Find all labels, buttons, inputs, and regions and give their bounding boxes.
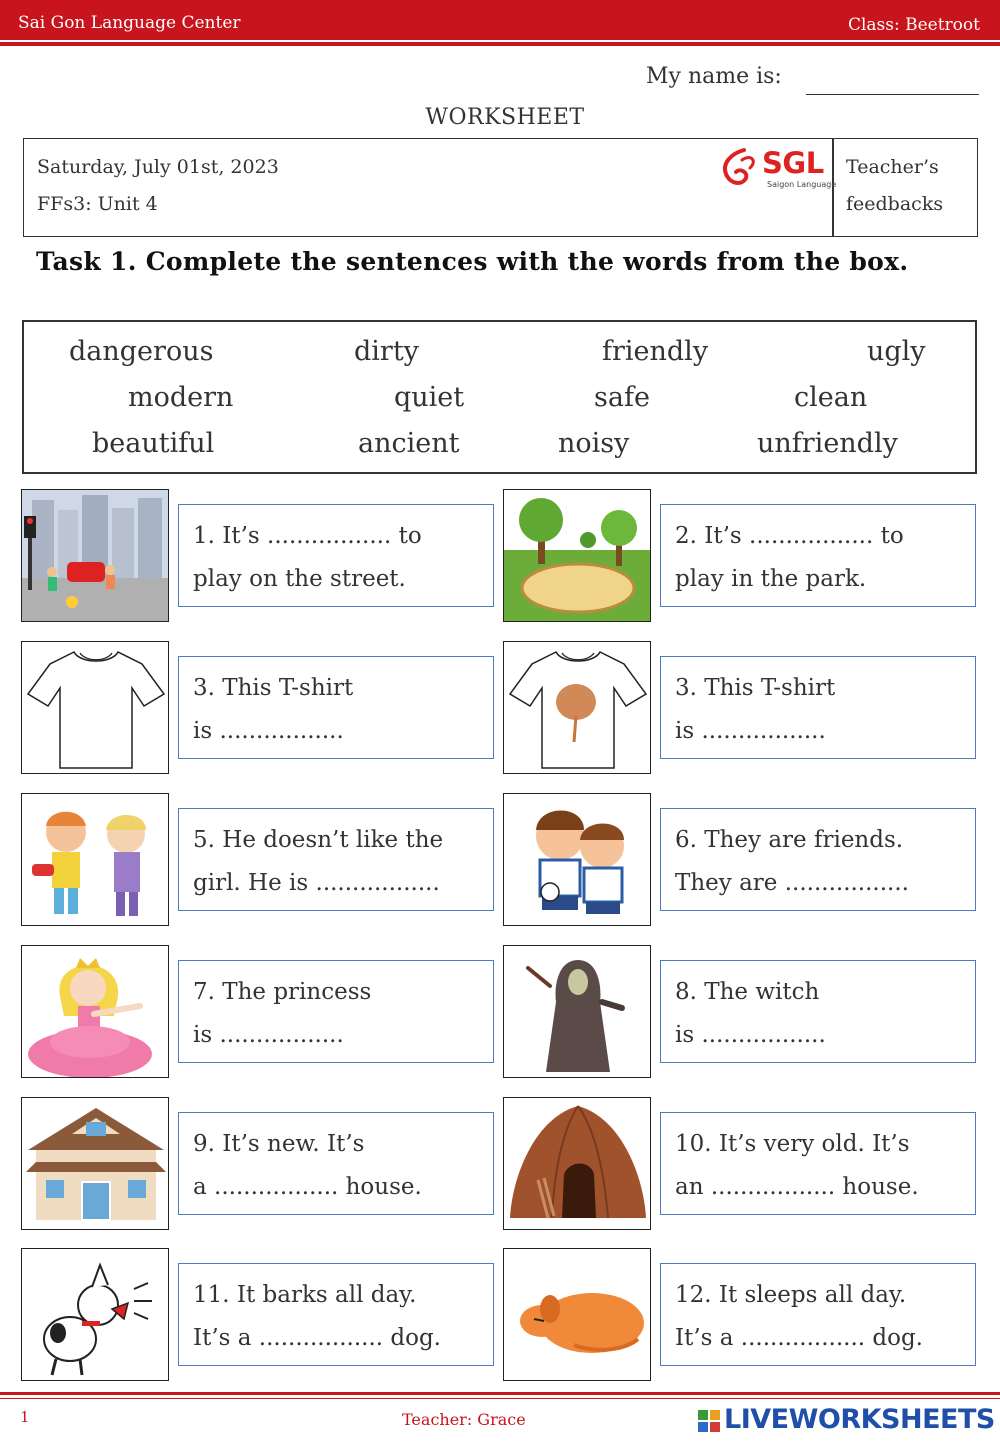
stained-tshirt-icon [503, 641, 651, 774]
question-text: 12. It sleeps all day. [675, 1282, 907, 1308]
liveworksheets-logo-icon [698, 1404, 722, 1438]
question-text: 6. They are friends. [675, 827, 904, 853]
question-box-11 [178, 1263, 494, 1366]
name-input-line[interactable] [806, 94, 979, 95]
barking-dog-icon [21, 1248, 169, 1381]
angry-boy-crying-girl-icon [21, 793, 169, 926]
question-box-1 [178, 504, 494, 607]
white-tshirt-icon [21, 641, 169, 774]
word-item: friendly [602, 336, 709, 367]
question-box-8 [660, 960, 976, 1063]
park-trees-icon [503, 489, 651, 622]
feedback-label-line1: Teacher’s [846, 156, 939, 178]
question-box-6 [660, 808, 976, 911]
question-text: a ................. house. [193, 1174, 422, 1200]
question-text: 8. The witch [675, 979, 820, 1005]
question-text: 3. This T-shirt [193, 675, 354, 701]
witch-icon [503, 945, 651, 1078]
word-item: clean [794, 382, 868, 413]
question-box-9 [178, 1112, 494, 1215]
liveworksheets-brand[interactable]: LIVEWORKSHEETS [724, 1404, 995, 1435]
ancient-hut-icon [503, 1097, 651, 1230]
footer-line [0, 1392, 1000, 1395]
page-number: 1 [20, 1408, 30, 1426]
word-item: dirty [354, 336, 419, 367]
question-box-2 [660, 504, 976, 607]
logo-subtitle: Saigon Language [767, 180, 837, 189]
unit-text: FFs3: Unit 4 [37, 193, 158, 215]
question-text: 5. He doesn’t like the [193, 827, 444, 853]
teacher-name: Teacher: Grace [402, 1410, 526, 1429]
question-text: is ................. [193, 1022, 344, 1048]
word-item: beautiful [92, 428, 215, 459]
question-box-12 [660, 1263, 976, 1366]
modern-house-icon [21, 1097, 169, 1230]
word-item: ancient [358, 428, 460, 459]
question-text: 1. It’s ................. to [193, 523, 422, 549]
word-item: safe [594, 382, 650, 413]
question-box-3 [178, 656, 494, 759]
question-text: They are ................. [675, 870, 909, 896]
question-box-4 [660, 656, 976, 759]
princess-icon [21, 945, 169, 1078]
sleeping-dog-icon [503, 1248, 651, 1381]
question-text: 7. The princess [193, 979, 372, 1005]
question-box-7 [178, 960, 494, 1063]
word-item: unfriendly [757, 428, 898, 459]
footer-line-thin [0, 1398, 1000, 1399]
question-text: It’s a ................. dog. [675, 1325, 923, 1351]
question-box-5 [178, 808, 494, 911]
question-text: 11. It barks all day. [193, 1282, 417, 1308]
question-box-10 [660, 1112, 976, 1215]
question-text: 10. It’s very old. It’s [675, 1131, 910, 1157]
question-text: is ................. [193, 718, 344, 744]
feedback-label-line2: feedbacks [846, 193, 944, 215]
worksheet-title: WORKSHEET [425, 105, 585, 130]
question-text: play on the street. [193, 566, 406, 592]
logo-text: SGL [762, 146, 824, 180]
two-boys-friends-icon [503, 793, 651, 926]
question-text: play in the park. [675, 566, 867, 592]
children-playing-on-street-icon [21, 489, 169, 622]
task-title: Task 1. Complete the sentences with the words from the box. [36, 247, 909, 276]
class-label: Class: Beetroot [847, 15, 980, 35]
question-text: an ................. house. [675, 1174, 919, 1200]
word-item: quiet [394, 382, 465, 413]
word-item: modern [128, 382, 234, 413]
word-item: dangerous [69, 336, 214, 367]
question-text: It’s a ................. dog. [193, 1325, 441, 1351]
word-item: noisy [558, 428, 630, 459]
date-text: Saturday, July 01st, 2023 [37, 156, 279, 178]
question-text: 3. This T-shirt [675, 675, 836, 701]
question-text: girl. He is ................. [193, 870, 440, 896]
question-text: 9. It’s new. It’s [193, 1131, 365, 1157]
question-text: is ................. [675, 718, 826, 744]
word-item: ugly [867, 336, 926, 367]
name-label: My name is: [646, 64, 782, 89]
school-name: Sai Gon Language Center [18, 13, 241, 33]
question-text: is ................. [675, 1022, 826, 1048]
question-text: 2. It’s ................. to [675, 523, 904, 549]
top-banner-line [0, 42, 1000, 46]
